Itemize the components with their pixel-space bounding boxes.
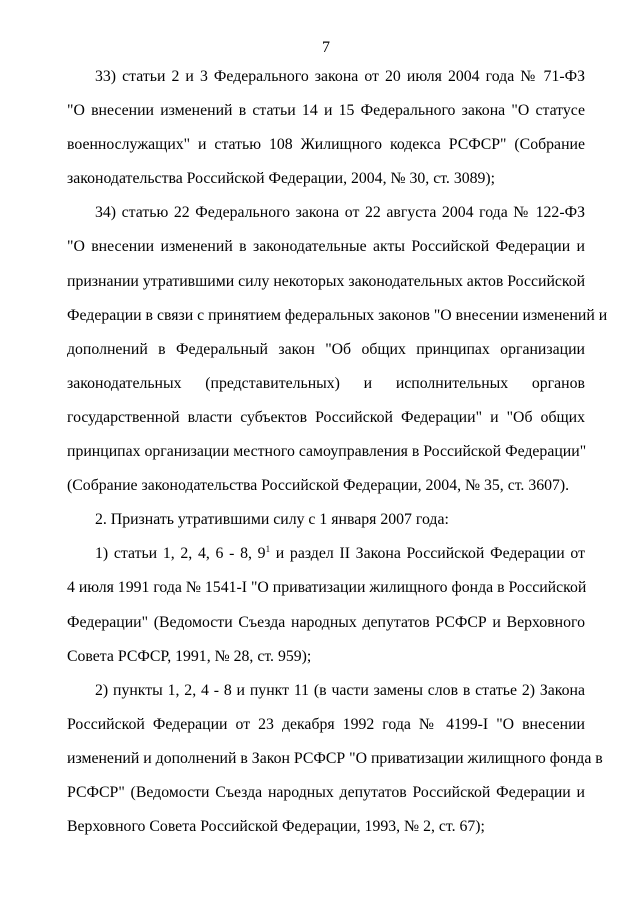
text-segment: и раздел II Закона Российской Федерации от — [270, 545, 586, 563]
text-line: законодательства Российской Федерации, 2004, № 30, ст. 3089); — [67, 170, 496, 188]
text-line: Российской Федерации от 23 декабря 1992 года № 4199-I "О внесении — [67, 715, 585, 733]
text-line: государственной власти субъектов Российской Федерации" и "Об общих — [67, 408, 585, 426]
text-line: РСФСР" (Ведомости Съезда народных депутатов Российской Федерации и — [67, 783, 585, 801]
text-segment: 1) статьи 1, 2, 4, 6 - 8, 9 — [95, 545, 266, 563]
text-line: Верховного Совета Российской Федерации, 1993, № 2, ст. 67); — [67, 818, 485, 836]
text-line: изменений и дополнений в Закон РСФСР "О приватизации жилищного фонда в — [67, 749, 603, 767]
text-line: Федерации в связи с принятием федеральных законов "О внесении изменений и — [67, 306, 608, 324]
text-line: "О внесении изменений в статьи 14 и 15 Федерального закона "О статусе — [67, 102, 585, 120]
text-line — [67, 537, 585, 571]
page-number: 7 — [322, 39, 330, 56]
text-line: 2) пункты 1, 2, 4 - 8 и пункт 11 (в части замены слов в статье 2) Закона — [95, 681, 585, 699]
text-line: 4 июля 1991 года № 1541-I "О приватизации жилищного фонда в Российской — [67, 579, 587, 597]
text-line: военнослужащих" и статью 108 Жилищного кодекса РСФСР" (Собрание — [67, 136, 585, 154]
text-line: "О внесении изменений в законодательные акты Российской Федерации и — [67, 238, 585, 256]
text-line: Совета РСФСР, 1991, № 28, ст. 959); — [67, 647, 312, 665]
superscript: 1 — [265, 544, 271, 555]
text-line: 2. Признать утратившими силу с 1 января 2007 года: — [95, 511, 449, 529]
text-line: дополнений в Федеральный закон "Об общих принципах организации — [67, 340, 585, 358]
text-line: 33) статьи 2 и 3 Федерального закона от 20 июля 2004 года № 71-ФЗ — [95, 68, 585, 85]
text-line: (Собрание законодательства Российской Федерации, 2004, № 35, ст. 3607). — [67, 477, 570, 495]
text-line: Федерации" (Ведомости Съезда народных депутатов РСФСР и Верховного — [67, 613, 585, 631]
text-line: законодательных (представительных) и исполнительных органов — [67, 374, 585, 392]
text-line: принципах организации местного самоуправления в Российской Федерации" — [67, 443, 587, 461]
document-body — [67, 60, 608, 844]
text-line: 34) статью 22 Федерального закона от 22 августа 2004 года № 122-ФЗ — [95, 204, 585, 222]
text-line: признании утратившими силу некоторых законодательных актов Российской — [67, 272, 586, 290]
